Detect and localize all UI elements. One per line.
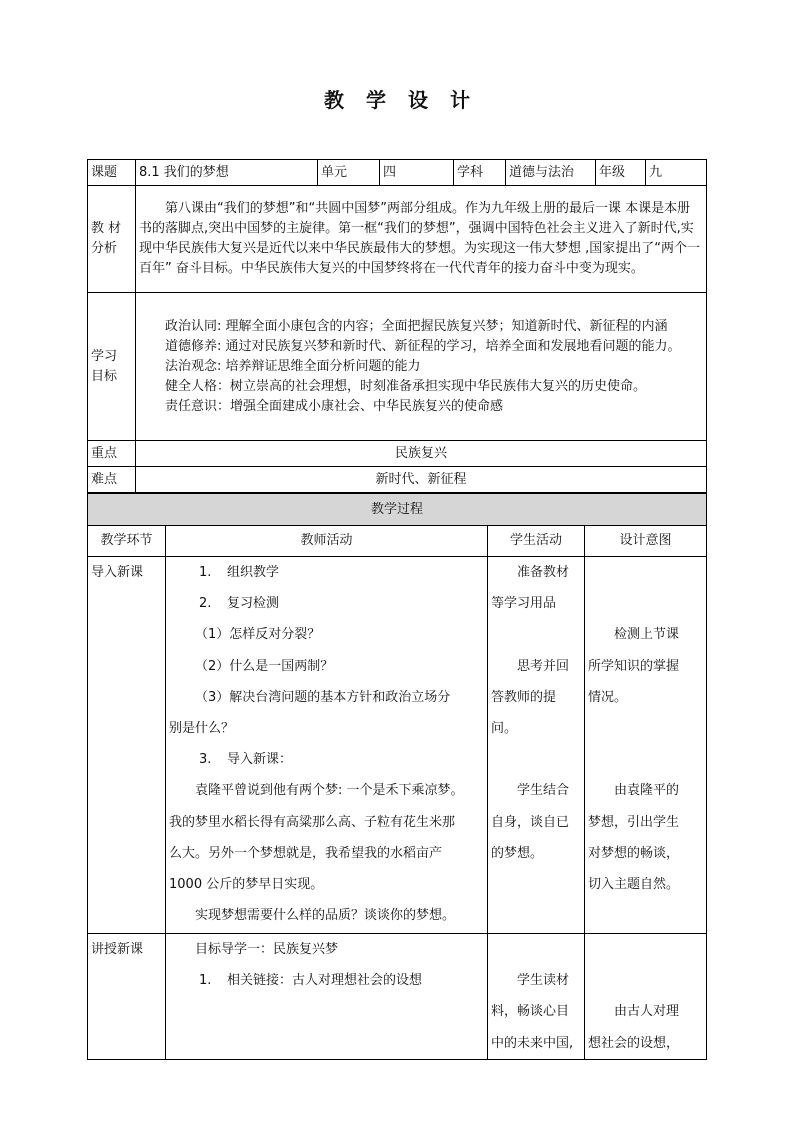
lecture-student: 学生读材 料，畅谈心目 中的未来中国, xyxy=(488,934,585,1060)
difficulty-label: 难点 xyxy=(88,467,136,493)
objective-item: 责任意识：增强全面建成小康社会、中华民族复兴的使命感 xyxy=(165,398,504,414)
lecture-teacher: 目标导学一：民族复兴梦 1. 相关链接：古人对理想社会的设想 xyxy=(166,934,488,1060)
lesson-info-table xyxy=(87,159,707,493)
intro-stage: 导入新课 xyxy=(88,557,166,934)
key-label: 重点 xyxy=(88,441,136,467)
intro-teacher: 1. 组织教学 2. 复习检测 （1）怎样反对分裂？ （2）什么是一国两制？ （3）解决台湾问题的基本方针和政治立场分 别是什么？ 3. 导入新课： 袁隆平曾说到他有两个梦: 一个是禾下乘凉梦。 我的梦里水稻长得有高粱那么高、子粒有花生米那 么大。另外一个梦想就是，我希望我的水稻亩产 1000 公斤的梦早日实现。 实现梦想需要什么样的品质？谈谈你的梦想。 xyxy=(166,557,488,934)
key-value: 民族复兴 xyxy=(136,441,707,467)
teaching-process-table xyxy=(87,493,707,1060)
unit-label: 单元 xyxy=(318,160,380,186)
difficulty-value: 新时代、新征程 xyxy=(136,467,707,493)
lecture-intent: 由古人对理 想社会的设想， xyxy=(585,934,707,1060)
analysis-label: 教 材 分析 xyxy=(88,186,136,293)
analysis-text: 第八课由“我们的梦想”和“共圆中国梦”两部分组成。作为九年级上册的最后一课 本课是本册书的落脚点,突出中国梦的主旋律。第一框“我们的梦想”，强调中国特色社会主义进入了新时代,实现中华民族伟大复兴是近代以来中华民族最伟大的梦想。为实现这一伟大梦想 ,国家提出了“两个一百年” 奋斗目标。中华民族伟大复兴的中国梦终将在一代代青年的接力奋斗中变为现实。 xyxy=(136,186,707,293)
col-teacher: 教师活动 xyxy=(166,526,488,557)
subject-value: 道德与法治 xyxy=(506,160,596,186)
process-header: 教学过程 xyxy=(88,494,707,526)
grade-label: 年级 xyxy=(596,160,646,186)
subject-label: 学科 xyxy=(454,160,506,186)
topic-label: 课题 xyxy=(88,160,136,186)
intro-student: 准备教材 等学习用品 思考并回 答教师的提问。 学生结合 自身，谈自已 的梦想。 xyxy=(488,557,585,934)
objective-item: 道德修养: 通过对民族复兴梦和新时代、新征程的学习，培养全面和发展地看问题的能力。 xyxy=(165,338,681,354)
objective-item: 政治认同: 理解全面小康包含的内容；全面把握民族复兴梦；知道新时代、新征程的内涵 xyxy=(165,318,668,334)
col-stage: 教学环节 xyxy=(88,526,166,557)
objectives-label: 学习 目标 xyxy=(88,293,136,441)
topic-value: 8.1 我们的梦想 xyxy=(136,160,318,186)
col-student: 学生活动 xyxy=(488,526,585,557)
intro-intent: 检测上节课 所学知识的掌握 情况。 由袁隆平的 梦想，引出学生 对梦想的畅谈， 切入主题自然。 xyxy=(585,557,707,934)
lecture-stage: 讲授新课 xyxy=(88,934,166,1060)
unit-value: 四 xyxy=(380,160,454,186)
col-intent: 设计意图 xyxy=(585,526,707,557)
objectives-cell xyxy=(136,293,707,441)
grade-value: 九 xyxy=(646,160,707,186)
objective-item: 法治观念: 培养辩证思维全面分析问题的能力 xyxy=(165,358,421,374)
objective-item: 健全人格：树立崇高的社会理想，时刻准备承担实现中华民族伟大复兴的历史使命。 xyxy=(165,378,647,394)
page-title: 教学设计 xyxy=(324,88,492,112)
